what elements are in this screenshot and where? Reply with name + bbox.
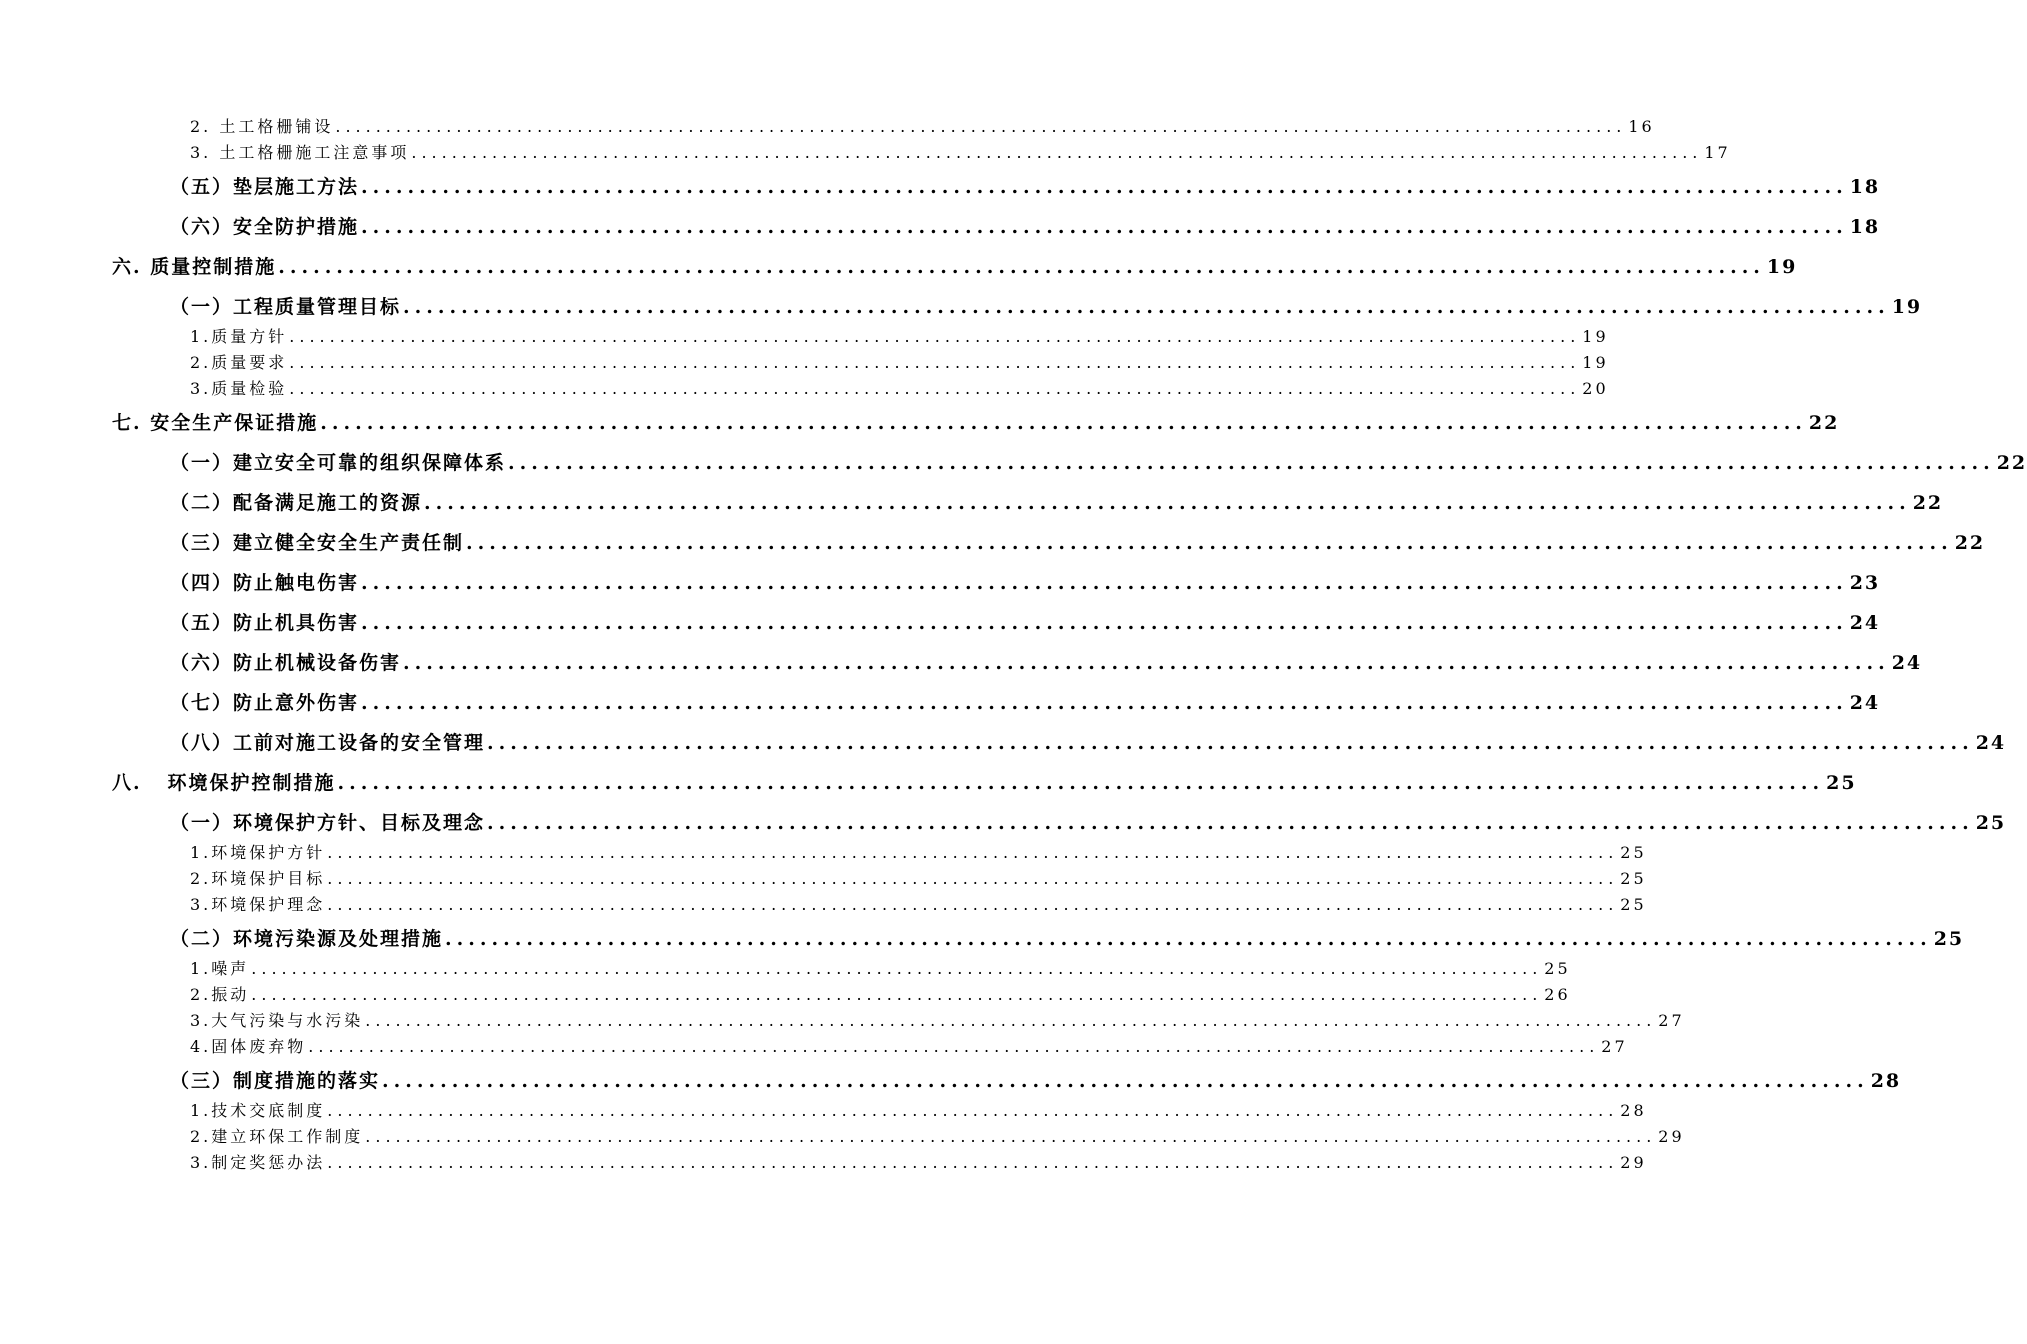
toc-entry[interactable]: [190, 326, 1609, 348]
toc-leader: ................................................................................................................................: [251, 985, 1543, 1004]
toc-entry-page: 18: [1849, 176, 1881, 198]
toc-entry-label: 2.质量要求: [190, 353, 288, 372]
toc-entry-page: 25: [1826, 772, 1857, 794]
toc-entry[interactable]: [190, 116, 1655, 138]
toc-entry-label: （五）垫层施工方法: [170, 176, 360, 198]
toc-leader: ................................................................................................................................: [289, 327, 1581, 346]
toc-leader: ................................................................................................................................: [365, 1127, 1657, 1146]
toc-entry[interactable]: [190, 894, 1647, 916]
toc-leader: ................................................................................................................................: [466, 532, 1953, 554]
toc-leader: ................................................................................................................................: [337, 772, 1825, 794]
toc-leader: ................................................................................................................................: [445, 928, 1932, 950]
toc-leader: ................................................................................................................................: [382, 1070, 1869, 1092]
toc-entry-label: （三）制度措施的落实: [170, 1070, 381, 1092]
toc-entry-page: 20: [1582, 379, 1609, 398]
toc-entry[interactable]: [190, 1010, 1685, 1032]
toc-leader: ................................................................................................................................: [424, 492, 1911, 514]
toc-leader: ................................................................................................................................: [361, 692, 1848, 714]
toc-entry[interactable]: [170, 610, 1881, 636]
toc-entry-page: 18: [1849, 216, 1881, 238]
toc-entry-label: 4.固体废弃物: [190, 1037, 307, 1056]
toc-entry-label: （一）工程质量管理目标: [170, 296, 402, 318]
toc-entry[interactable]: [190, 868, 1647, 890]
toc-leader: ................................................................................................................................: [289, 353, 1581, 372]
toc-entry-label: （六）防止机械设备伤害: [170, 652, 402, 674]
toc-leader: ................................................................................................................................: [335, 117, 1627, 136]
toc-entry-page: 19: [1582, 327, 1609, 346]
toc-entry[interactable]: [190, 958, 1571, 980]
toc-entry-page: 28: [1870, 1070, 1902, 1092]
toc-leader: ................................................................................................................................: [361, 572, 1848, 594]
toc-leader: ................................................................................................................................: [403, 652, 1890, 674]
toc-entry[interactable]: [170, 570, 1881, 596]
toc-entry[interactable]: [170, 214, 1881, 240]
toc-entry-label: 3.质量检验: [190, 379, 288, 398]
toc-entry-label: （三）建立健全安全生产责任制: [170, 532, 465, 554]
toc-entry[interactable]: [190, 1126, 1685, 1148]
toc-leader: ................................................................................................................................: [327, 1153, 1619, 1172]
toc-entry-page: 17: [1704, 143, 1731, 162]
toc-entry-page: 29: [1620, 1153, 1647, 1172]
toc-entry-label: 3.制定奖惩办法: [190, 1153, 326, 1172]
toc-leader: ................................................................................................................................: [361, 176, 1848, 198]
toc-leader: ................................................................................................................................: [251, 959, 1543, 978]
toc-entry[interactable]: [190, 1036, 1628, 1058]
toc-entry-page: 24: [1849, 692, 1881, 714]
toc-entry-page: 22: [1808, 412, 1840, 434]
toc-entry[interactable]: [190, 984, 1571, 1006]
toc-entry-page: 25: [1620, 895, 1647, 914]
toc-entry[interactable]: [170, 926, 1965, 952]
toc-entry-page: 23: [1849, 572, 1881, 594]
toc-entry[interactable]: [190, 352, 1609, 374]
toc-entry-page: 24: [1975, 732, 2007, 754]
toc-entry[interactable]: [112, 410, 1840, 436]
toc-entry[interactable]: [170, 174, 1881, 200]
toc-leader: ................................................................................................................................: [308, 1037, 1600, 1056]
toc-entry-page: 27: [1658, 1011, 1685, 1030]
toc-leader: ................................................................................................................................: [361, 612, 1848, 634]
toc-entry-label: 3. 土工格栅施工注意事项: [190, 143, 410, 162]
toc-entry-label: （四）防止触电伤害: [170, 572, 360, 594]
toc-entry-page: 27: [1601, 1037, 1628, 1056]
toc-entry-page: 25: [1975, 812, 2007, 834]
toc-entry[interactable]: [170, 450, 2027, 476]
toc-leader: ................................................................................................................................: [278, 256, 1765, 278]
toc-leader: ................................................................................................................................: [327, 1101, 1619, 1120]
toc-entry-label: 3.大气污染与水污染: [190, 1011, 364, 1030]
toc-entry-page: 28: [1620, 1101, 1647, 1120]
toc-entry-page: 19: [1582, 353, 1609, 372]
toc-entry[interactable]: [170, 690, 1881, 716]
toc-entry-label: （二）配备满足施工的资源: [170, 492, 423, 514]
toc-entry-label: （一）建立安全可靠的组织保障体系: [170, 452, 507, 474]
toc-entry-page: 25: [1620, 869, 1647, 888]
toc-entry-label: 2.建立环保工作制度: [190, 1127, 364, 1146]
toc-entry[interactable]: [170, 730, 2007, 756]
toc-entry-page: 24: [1849, 612, 1881, 634]
toc-entry-label: （八）工前对施工设备的安全管理: [170, 732, 486, 754]
toc-leader: ................................................................................................................................: [361, 216, 1848, 238]
toc-entry-label: （七）防止意外伤害: [170, 692, 360, 714]
toc-entry-label: 2.振动: [190, 985, 250, 1004]
toc-entry[interactable]: [112, 254, 1798, 280]
toc-leader: ................................................................................................................................: [508, 452, 1995, 474]
toc-entry-page: 25: [1544, 959, 1571, 978]
toc-entry-label: （六）安全防护措施: [170, 216, 360, 238]
toc-entry-page: 22: [1954, 532, 1986, 554]
toc-entry-page: 24: [1891, 652, 1923, 674]
toc-entry-label: 2. 土工格栅铺设: [190, 117, 334, 136]
toc-entry-page: 29: [1658, 1127, 1685, 1146]
toc-leader: ................................................................................................................................: [289, 379, 1581, 398]
toc-entry-label: 1.质量方针: [190, 327, 288, 346]
toc-entry-label: （五）防止机具伤害: [170, 612, 360, 634]
toc-entry[interactable]: [170, 810, 2007, 836]
toc-entry-label: 1.技术交底制度: [190, 1101, 326, 1120]
toc-entry[interactable]: [170, 650, 1923, 676]
toc-entry[interactable]: [190, 1152, 1647, 1174]
toc-entry-label: 2.环境保护目标: [190, 869, 326, 888]
toc-entry-label: 七. 安全生产保证措施: [112, 412, 319, 434]
toc-entry-page: 25: [1620, 843, 1647, 862]
toc-leader: ................................................................................................................................: [411, 143, 1703, 162]
toc-leader: ................................................................................................................................: [487, 732, 1974, 754]
toc-entry-page: 16: [1628, 117, 1655, 136]
toc-leader: ................................................................................................................................: [487, 812, 1974, 834]
toc-leader: ................................................................................................................................: [327, 869, 1619, 888]
toc-entry[interactable]: [190, 378, 1609, 400]
toc-entry-label: 3.环境保护理念: [190, 895, 326, 914]
toc-entry[interactable]: [190, 842, 1647, 864]
toc-entry-label: （二）环境污染源及处理措施: [170, 928, 444, 950]
toc-entry[interactable]: [170, 490, 1944, 516]
toc-entry-label: （一）环境保护方针、目标及理念: [170, 812, 486, 834]
toc-entry-page: 22: [1996, 452, 2027, 474]
toc-entry-label: 六. 质量控制措施: [112, 256, 277, 278]
toc-leader: ................................................................................................................................: [320, 412, 1807, 434]
toc-leader: ................................................................................................................................: [403, 296, 1890, 318]
toc-entry[interactable]: [190, 1100, 1647, 1122]
toc-entry[interactable]: [170, 294, 1923, 320]
toc-entry[interactable]: [170, 1068, 1902, 1094]
toc-entry-page: 19: [1891, 296, 1923, 318]
toc-entry-page: 25: [1933, 928, 1965, 950]
toc-leader: ................................................................................................................................: [365, 1011, 1657, 1030]
toc-entry-label: 八. 环境保护控制措施: [112, 772, 336, 794]
toc-entry-label: 1.环境保护方针: [190, 843, 326, 862]
toc-entry[interactable]: [190, 142, 1731, 164]
toc-entry[interactable]: [170, 530, 1986, 556]
toc-leader: ................................................................................................................................: [327, 895, 1619, 914]
toc-leader: ................................................................................................................................: [327, 843, 1619, 862]
toc-entry-label: 1.噪声: [190, 959, 250, 978]
toc-entry-page: 19: [1766, 256, 1798, 278]
toc-entry-page: 22: [1912, 492, 1944, 514]
toc-entry-page: 26: [1544, 985, 1571, 1004]
toc-entry[interactable]: [112, 770, 1857, 796]
